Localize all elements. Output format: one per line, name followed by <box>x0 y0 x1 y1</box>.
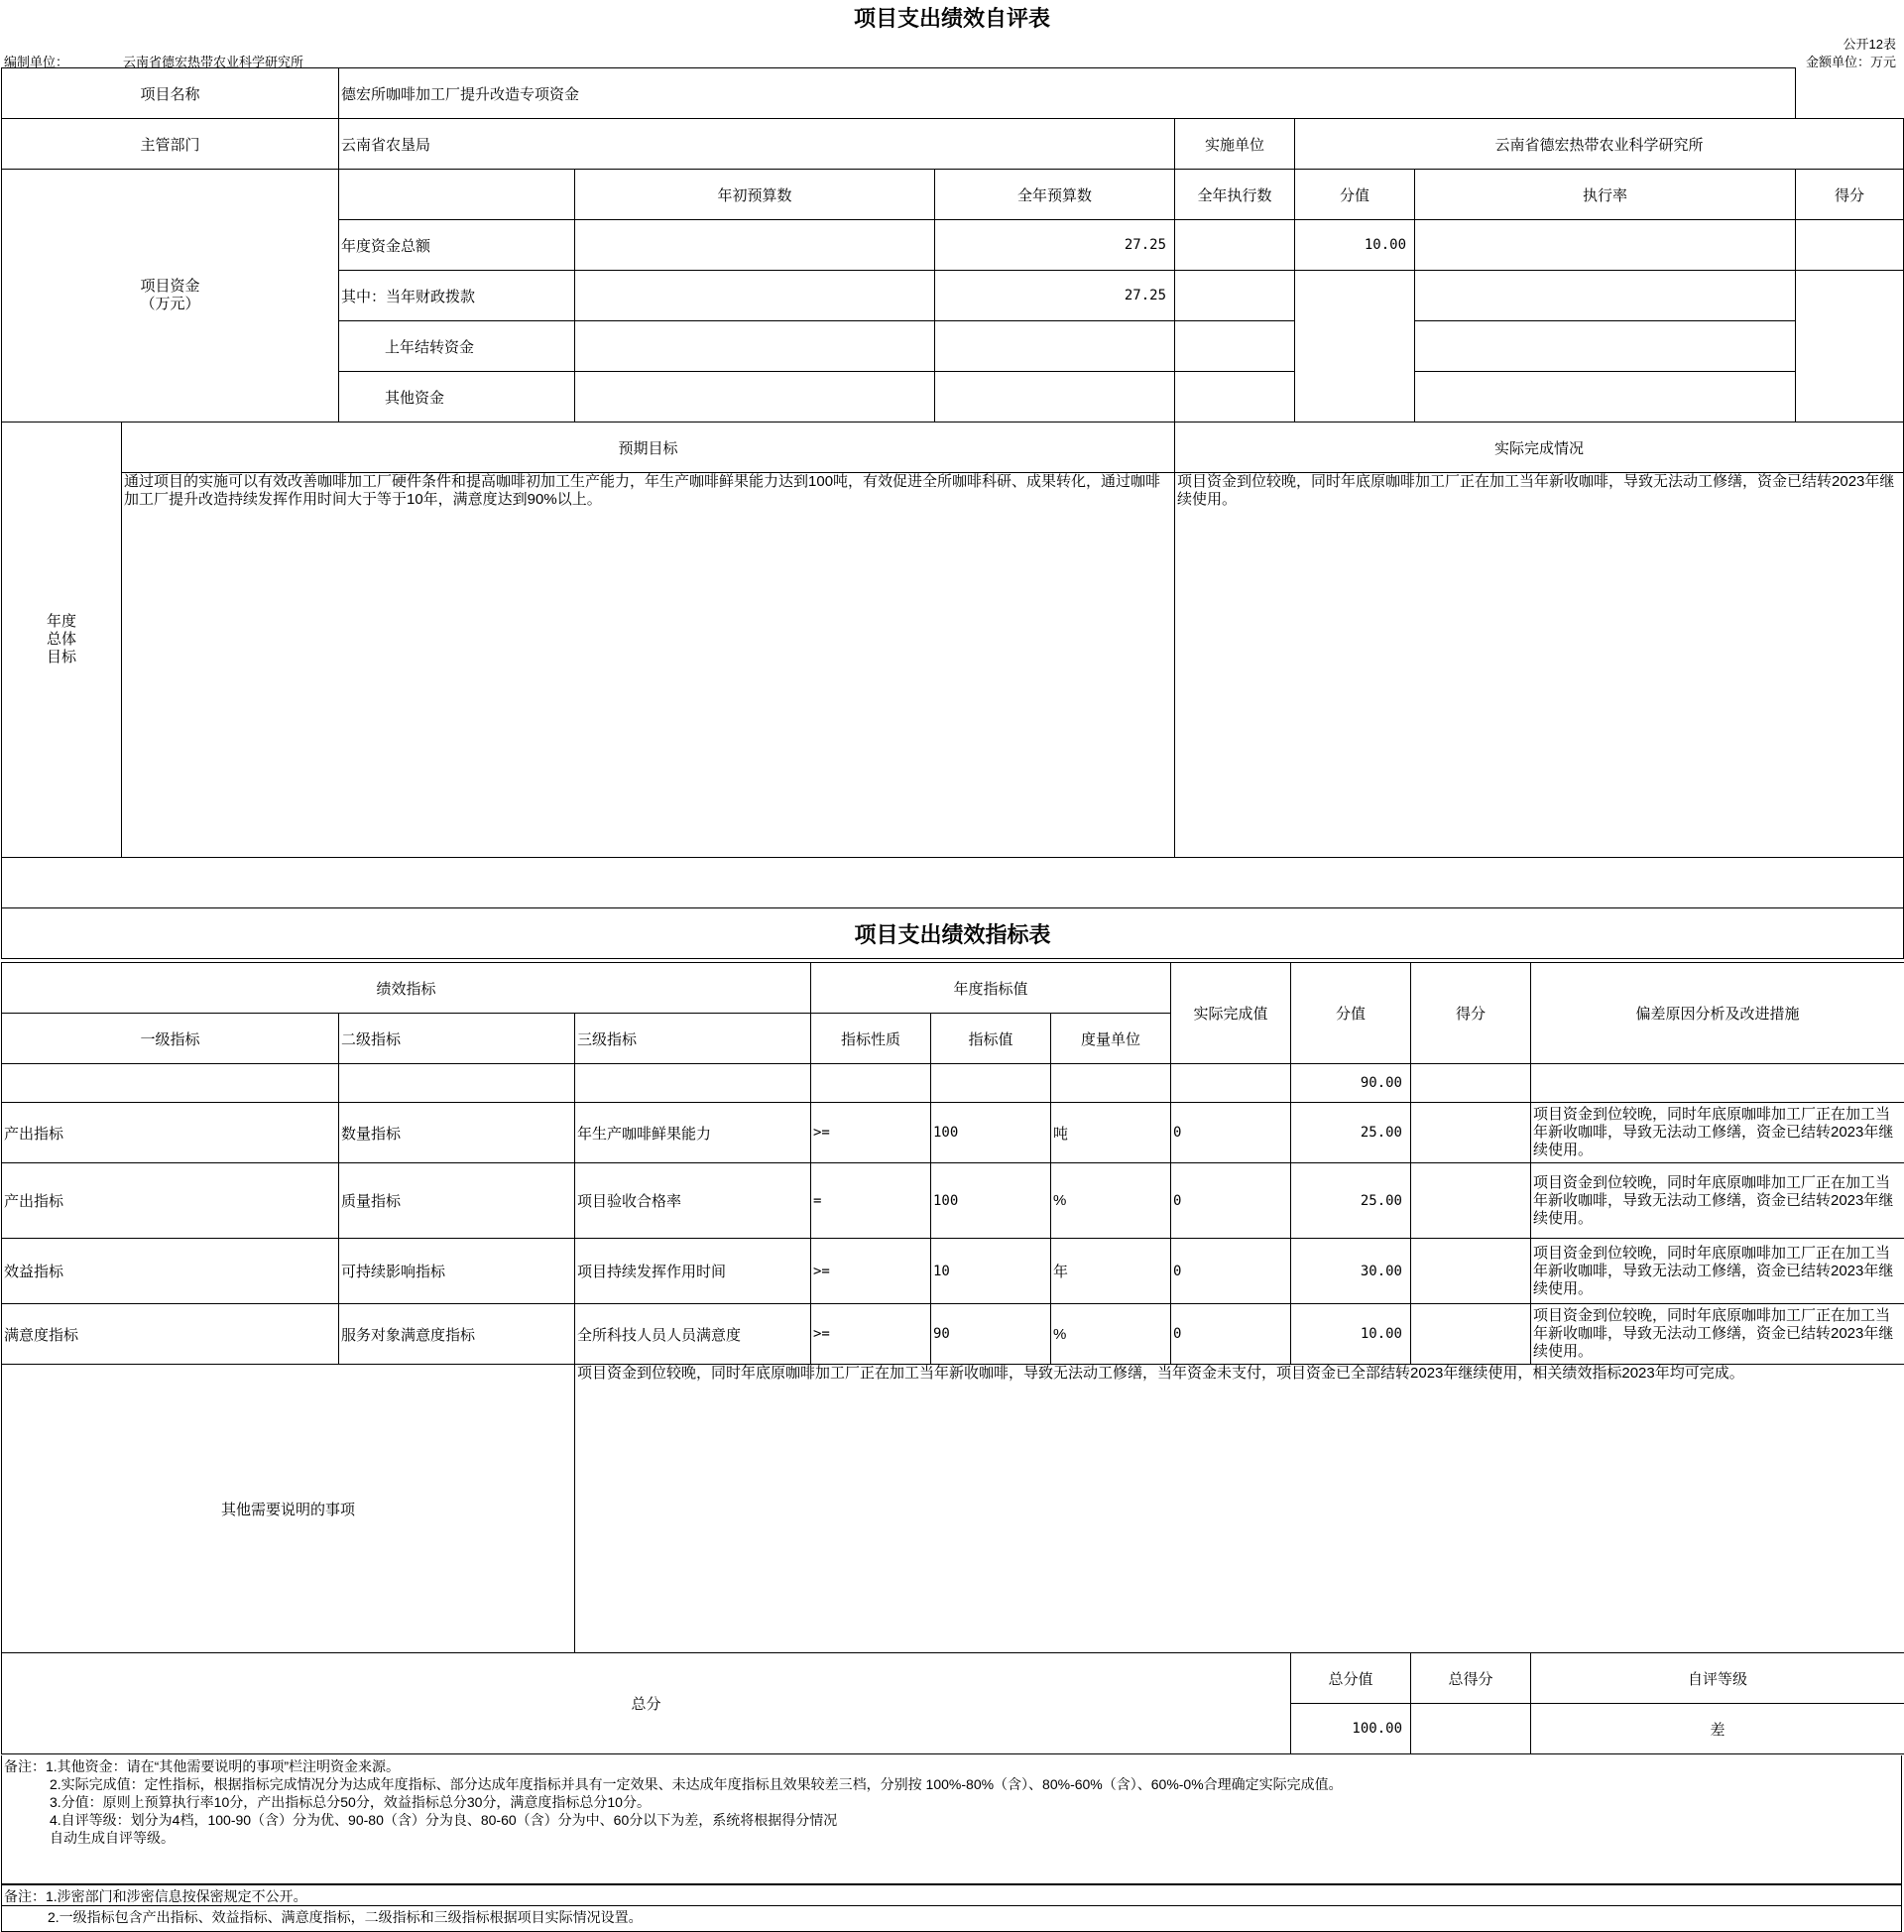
score-header: 得分 <box>1411 963 1531 1064</box>
funds-score <box>1796 220 1904 271</box>
funds-executed <box>1175 271 1295 321</box>
target-cell: 10 <box>931 1239 1051 1304</box>
blank-cell <box>1411 1064 1531 1103</box>
total-label: 总分 <box>2 1653 1291 1754</box>
unit-cell: 吨 <box>1051 1103 1171 1163</box>
actual-cell: 0 <box>1171 1103 1291 1163</box>
note-line: 备注：1.涉密部门和涉密信息按保密规定不公开。 <box>4 1888 307 1904</box>
funds-executed <box>1175 220 1295 271</box>
note-line: 4.自评等级：划分为4档，100-90（含）分为优、90-80（含）分为良、80-60（含）分为中、60分以下为差，系统将根据得分情况 <box>50 1812 838 1828</box>
blank-cell <box>931 1064 1051 1103</box>
dept-value: 云南省农垦局 <box>339 119 1175 170</box>
funds-header-annual: 全年预算数 <box>935 170 1175 220</box>
funds-rate <box>1415 271 1796 321</box>
actual-completion-label: 实际完成情况 <box>1175 423 1904 473</box>
value-cell: 25.00 <box>1291 1103 1411 1163</box>
level3-cell: 年生产咖啡鲜果能力 <box>575 1103 811 1163</box>
unit-cell: % <box>1051 1163 1171 1239</box>
level3-header: 三级指标 <box>575 1014 811 1064</box>
note-line: 备注：1.其他资金：请在“其他需要说明的事项”栏注明资金来源。 <box>4 1758 400 1774</box>
subtotal-value: 90.00 <box>1291 1064 1411 1103</box>
indicator-row <box>2 1103 1904 1163</box>
reason-cell: 项目资金到位较晚，同时年底原咖啡加工厂正在加工当年新收咖啡，导致无法动工修缮，资金已结转2023年继续使用。 <box>1531 1304 1904 1365</box>
indicator-table-title: 项目支出绩效指标表 <box>2 908 1904 959</box>
funds-rate <box>1415 220 1796 271</box>
actual-cell: 0 <box>1171 1239 1291 1304</box>
level1-cell: 满意度指标 <box>2 1304 339 1365</box>
funds-header-score: 得分 <box>1796 170 1904 220</box>
org-name: 云南省德宏热带农业科学研究所 <box>123 55 304 69</box>
nature-header: 指标性质 <box>811 1014 931 1064</box>
funds-initial <box>575 220 935 271</box>
funds-score-value-blank <box>1295 271 1415 423</box>
funds-executed <box>1175 321 1295 372</box>
funds-row-label: 其中：当年财政拨款 <box>339 271 575 321</box>
target-cell: 100 <box>931 1163 1051 1239</box>
note-line: 自动生成自评等级。 <box>50 1830 175 1846</box>
actual-completion-text: 项目资金到位较晚，同时年底原咖啡加工厂正在加工当年新收咖啡，导致无法动工修缮，资金已结转2023年继续使用。 <box>1175 473 1904 858</box>
blank-cell <box>811 1064 931 1103</box>
expected-goal-label: 预期目标 <box>122 423 1175 473</box>
reason-cell: 项目资金到位较晚，同时年底原咖啡加工厂正在加工当年新收咖啡，导致无法动工修缮，资金已结转2023年继续使用。 <box>1531 1163 1904 1239</box>
funds-header-blank <box>339 170 575 220</box>
target-cell: 100 <box>931 1103 1051 1163</box>
funds-annual <box>935 372 1175 423</box>
dept-label: 主管部门 <box>2 119 339 170</box>
annual-goal-label: 年度 总体 目标 <box>2 423 122 858</box>
level2-cell: 可持续影响指标 <box>339 1239 575 1304</box>
actual-cell: 0 <box>1171 1304 1291 1365</box>
other-matters-text: 项目资金到位较晚，同时年底原咖啡加工厂正在加工当年新收咖啡，导致无法动工修缮，当年资金未支付，项目资金已全部结转2023年继续使用，相关绩效指标2023年均可完成。 <box>575 1365 1904 1653</box>
org-label: 编制单位： <box>4 55 69 69</box>
level1-cell: 效益指标 <box>2 1239 339 1304</box>
indicator-row <box>2 1239 1904 1304</box>
self-grade: 差 <box>1531 1704 1904 1754</box>
indicator-table <box>1 962 1904 1754</box>
funds-annual: 27.25 <box>935 220 1175 271</box>
reason-cell: 项目资金到位较晚，同时年底原咖啡加工厂正在加工当年新收咖啡，导致无法动工修缮，资金已结转2023年继续使用。 <box>1531 1103 1904 1163</box>
funds-header-rate: 执行率 <box>1415 170 1796 220</box>
page-title: 项目支出绩效自评表 <box>853 7 1050 32</box>
level2-header: 二级指标 <box>339 1014 575 1064</box>
funds-annual <box>935 321 1175 372</box>
funds-initial <box>575 271 935 321</box>
level3-cell: 项目持续发挥作用时间 <box>575 1239 811 1304</box>
target-cell: 90 <box>931 1304 1051 1365</box>
nature-cell: = <box>811 1163 931 1239</box>
total-value: 100.00 <box>1291 1704 1411 1754</box>
note-line: 3.分值：原则上预算执行率10分，产出指标总分50分，效益指标总分30分，满意度指标总分10分。 <box>50 1794 651 1810</box>
level3-cell: 全所科技人员人员满意度 <box>575 1304 811 1365</box>
value-cell: 30.00 <box>1291 1239 1411 1304</box>
indicator-row <box>2 1304 1904 1365</box>
total-score-label: 总得分 <box>1411 1653 1531 1704</box>
nature-cell: >= <box>811 1304 931 1365</box>
unit-cell: % <box>1051 1304 1171 1365</box>
notes-block <box>1 1755 1902 1884</box>
funds-rate <box>1415 321 1796 372</box>
note-line: 2.实际完成值：定性指标，根据指标完成情况分为达成年度指标、部分达成年度指标并具有一定效果、未达成年度指标且效果较差三档，分别按 100%-80%（含）、80%-60%（含）、60%-0%合理确定实际完成值。 <box>50 1776 1343 1792</box>
funds-header-executed: 全年执行数 <box>1175 170 1295 220</box>
funds-initial <box>575 372 935 423</box>
funds-header-initial: 年初预算数 <box>575 170 935 220</box>
blank-cell <box>1531 1064 1904 1103</box>
level2-cell: 服务对象满意度指标 <box>339 1304 575 1365</box>
score-cell <box>1411 1163 1531 1239</box>
reason-header: 偏差原因分析及改进措施 <box>1531 963 1904 1064</box>
year-indicator-header: 年度指标值 <box>811 963 1171 1014</box>
unit-cell: 年 <box>1051 1239 1171 1304</box>
notes2-block <box>1 1884 1902 1932</box>
indicator-row <box>2 1163 1904 1239</box>
target-header: 指标值 <box>931 1014 1051 1064</box>
total-score <box>1411 1704 1531 1754</box>
reason-cell: 项目资金到位较晚，同时年底原咖啡加工厂正在加工当年新收咖啡，导致无法动工修缮，资金已结转2023年继续使用。 <box>1531 1239 1904 1304</box>
value-header: 分值 <box>1291 963 1411 1064</box>
funds-row-label: 其他资金 <box>339 372 575 423</box>
funds-header-score-value: 分值 <box>1295 170 1415 220</box>
funds-label: 项目资金 （万元） <box>2 170 339 423</box>
score-cell <box>1411 1304 1531 1365</box>
impl-label: 实施单位 <box>1175 119 1295 170</box>
level2-cell: 质量指标 <box>339 1163 575 1239</box>
blank-cell <box>1171 1064 1291 1103</box>
nature-cell: >= <box>811 1103 931 1163</box>
funds-rate <box>1415 372 1796 423</box>
funds-executed <box>1175 372 1295 423</box>
other-matters-label: 其他需要说明的事项 <box>2 1365 575 1653</box>
nature-cell: >= <box>811 1239 931 1304</box>
grade-label: 自评等级 <box>1531 1653 1904 1704</box>
self-evaluation-table <box>1 67 1904 959</box>
funds-score-value: 10.00 <box>1295 220 1415 271</box>
funds-initial <box>575 321 935 372</box>
perf-indicator-header: 绩效指标 <box>2 963 811 1014</box>
blank-cell <box>339 1064 575 1103</box>
amount-unit: 金额单位：万元 <box>1805 55 1896 69</box>
form-number: 公开12表 <box>1843 37 1896 52</box>
score-cell <box>1411 1239 1531 1304</box>
total-value-label: 总分值 <box>1291 1653 1411 1704</box>
actual-cell: 0 <box>1171 1163 1291 1239</box>
blank-cell <box>1051 1064 1171 1103</box>
spacer-row <box>2 858 1904 908</box>
blank-cell <box>575 1064 811 1103</box>
level1-cell: 产出指标 <box>2 1103 339 1163</box>
level3-cell: 项目验收合格率 <box>575 1163 811 1239</box>
project-name-label: 项目名称 <box>2 68 339 119</box>
funds-row-label: 年度资金总额 <box>339 220 575 271</box>
funds-annual: 27.25 <box>935 271 1175 321</box>
score-cell <box>1411 1103 1531 1163</box>
actual-value-header: 实际完成值 <box>1171 963 1291 1064</box>
level2-cell: 数量指标 <box>339 1103 575 1163</box>
level1-cell: 产出指标 <box>2 1163 339 1239</box>
impl-value: 云南省德宏热带农业科学研究所 <box>1295 119 1904 170</box>
funds-row-label: 上年结转资金 <box>339 321 575 372</box>
unit-header: 度量单位 <box>1051 1014 1171 1064</box>
level1-header: 一级指标 <box>2 1014 339 1064</box>
blank-cell <box>2 1064 339 1103</box>
project-name: 德宏所咖啡加工厂提升改造专项资金 <box>339 68 1796 119</box>
note-line: 2.一级指标包含产出指标、效益指标、满意度指标，二级指标和三级指标根据项目实际情况设置。 <box>2 1905 1901 1926</box>
value-cell: 25.00 <box>1291 1163 1411 1239</box>
expected-goal-text: 通过项目的实施可以有效改善咖啡加工厂硬件条件和提高咖啡初加工生产能力，年生产咖啡鲜果能力达到100吨，有效促进全所咖啡科研、成果转化，通过咖啡加工厂提升改造持续发挥作用时间大于等于10年，满意度达到90%以上。 <box>122 473 1175 858</box>
value-cell: 10.00 <box>1291 1304 1411 1365</box>
funds-score-blank <box>1796 271 1904 423</box>
